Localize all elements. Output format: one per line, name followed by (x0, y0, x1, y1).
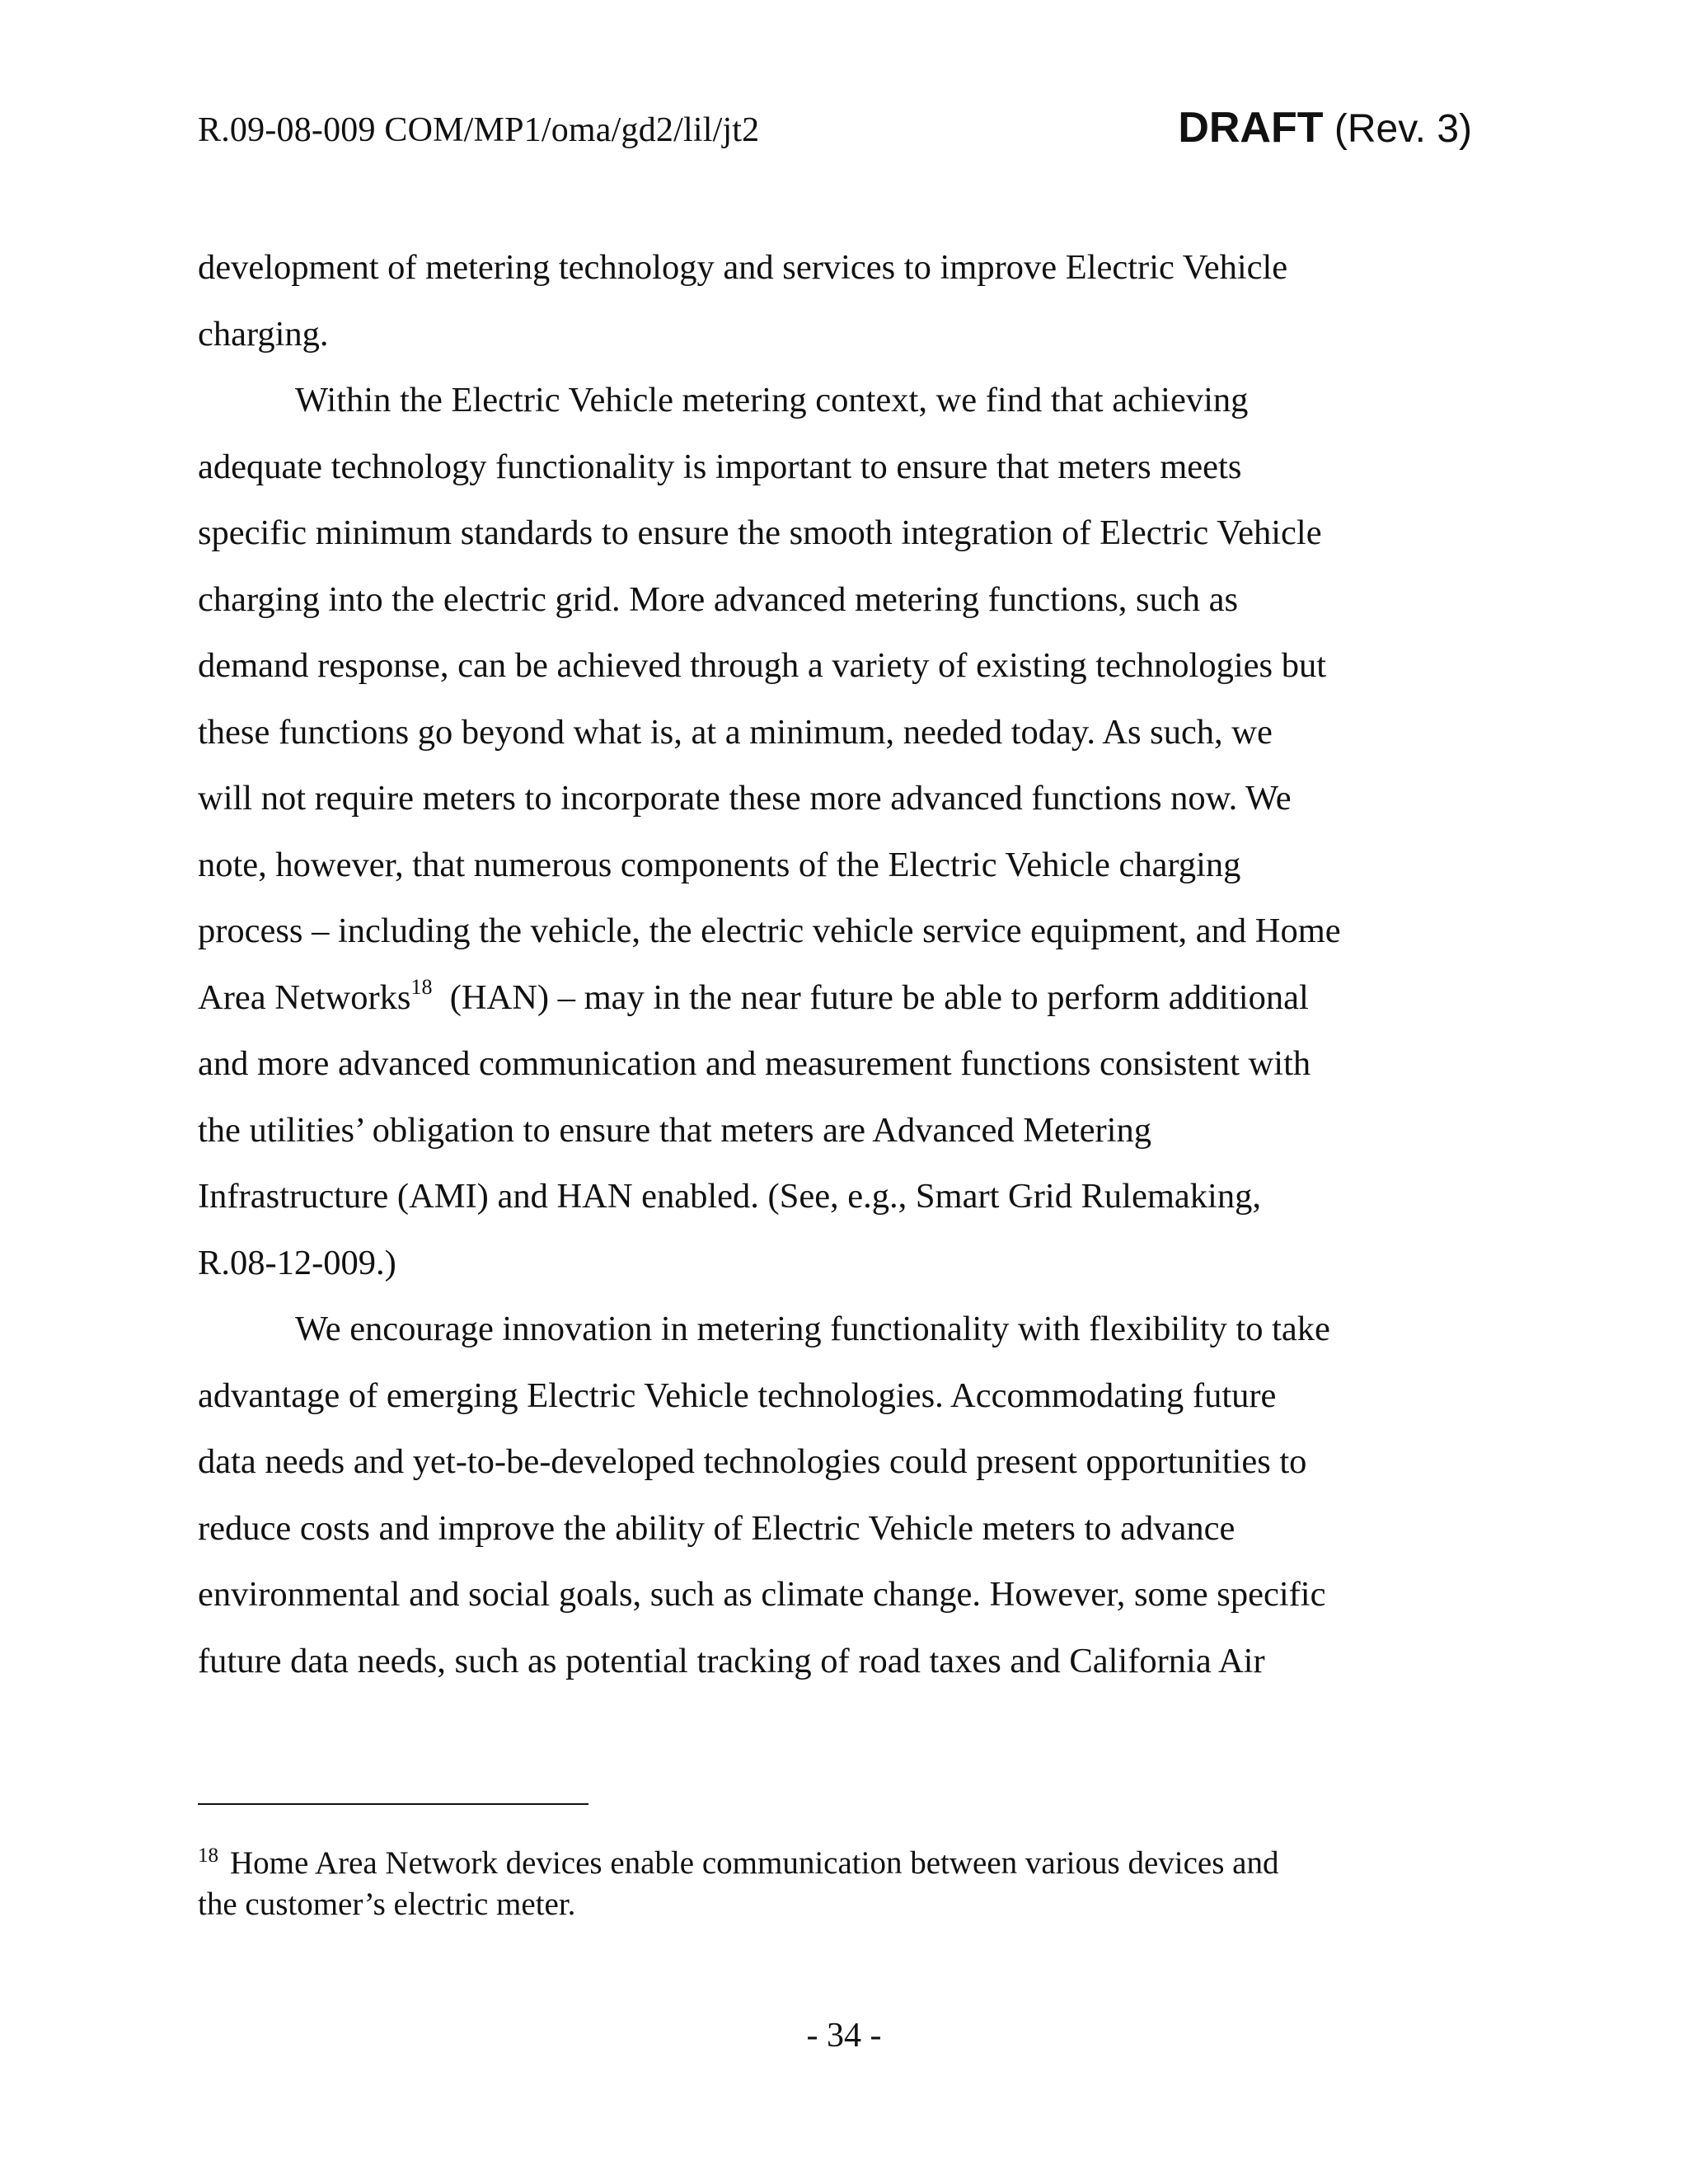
body-text (198, 235, 1492, 1694)
text-line: Within the Electric Vehicle metering context, we find that achieving (295, 381, 1249, 419)
paragraph-2 (198, 368, 1492, 1296)
text-line: specific minimum standards to ensure the smooth integration of Electric Vehicle (198, 513, 1322, 552)
text-line: charging. (198, 314, 329, 354)
paragraph-3 (198, 1296, 1492, 1694)
footnote-text: Home Area Network devices enable communication between various devices and (230, 1845, 1279, 1881)
text-fragment: (HAN) – may in the near future be able to perform additional (432, 977, 1309, 1017)
text-fragment: Area Networks (198, 977, 411, 1017)
text-line: and more advanced communication and measurement functions consistent with (198, 1044, 1311, 1083)
footnote-number: 18 (198, 1844, 218, 1867)
footnote-line: the customer’s electric meter. (198, 1886, 576, 1922)
docket-header: R.09-08-009 COM/MP1/oma/gd2/lil/jt2 (198, 111, 760, 149)
text-line: the utilities’ obligation to ensure that meters are Advanced Metering (198, 1110, 1151, 1150)
text-line: We encourage innovation in metering functionality with flexibility to take (295, 1310, 1330, 1348)
text-line: reduce costs and improve the ability of Electric Vehicle meters to advance (198, 1508, 1236, 1548)
paragraph-1 (198, 235, 1492, 368)
footnote-reference[interactable]: 18 (410, 975, 433, 1000)
text-line: R.08-12-009.) (198, 1243, 396, 1282)
footnote-separator (198, 1803, 588, 1805)
draft-label: DRAFT (1178, 104, 1324, 152)
text-line: will not require meters to incorporate these more advanced functions now. We (198, 779, 1292, 818)
text-line: development of metering technology and services to improve Electric Vehicle (198, 248, 1288, 287)
footnote (198, 1843, 1492, 1925)
text-line: data needs and yet-to-be-developed technologies could present opportunities to (198, 1442, 1307, 1481)
text-line: demand response, can be achieved through a variety of existing technologies but (198, 646, 1327, 685)
footnote-ref-line (198, 965, 1492, 1032)
revision-label: (Rev. 3) (1334, 107, 1472, 151)
page-number: - 34 - (806, 2017, 882, 2055)
text-line: process – including the vehicle, the electric vehicle service equipment, and Home (198, 912, 1341, 950)
footnote-line (198, 1843, 1492, 1884)
draft-header (1178, 101, 1472, 157)
text-line: note, however, that numerous components of the Electric Vehicle charging (198, 845, 1241, 884)
text-line: adequate technology functionality is important to ensure that meters meets (198, 447, 1242, 486)
text-line: Infrastructure (AMI) and HAN enabled. (See, e.g., Smart Grid Rulemaking, (198, 1177, 1261, 1216)
text-line: environmental and social goals, such as climate change. However, some specific (198, 1575, 1326, 1614)
text-line: these functions go beyond what is, at a minimum, needed today. As such, we (198, 712, 1273, 752)
text-line: future data needs, such as potential tracking of road taxes and California Air (198, 1641, 1265, 1680)
text-line: charging into the electric grid. More advanced metering functions, such as (198, 579, 1238, 619)
text-line: advantage of emerging Electric Vehicle technologies. Accommodating future (198, 1376, 1277, 1415)
